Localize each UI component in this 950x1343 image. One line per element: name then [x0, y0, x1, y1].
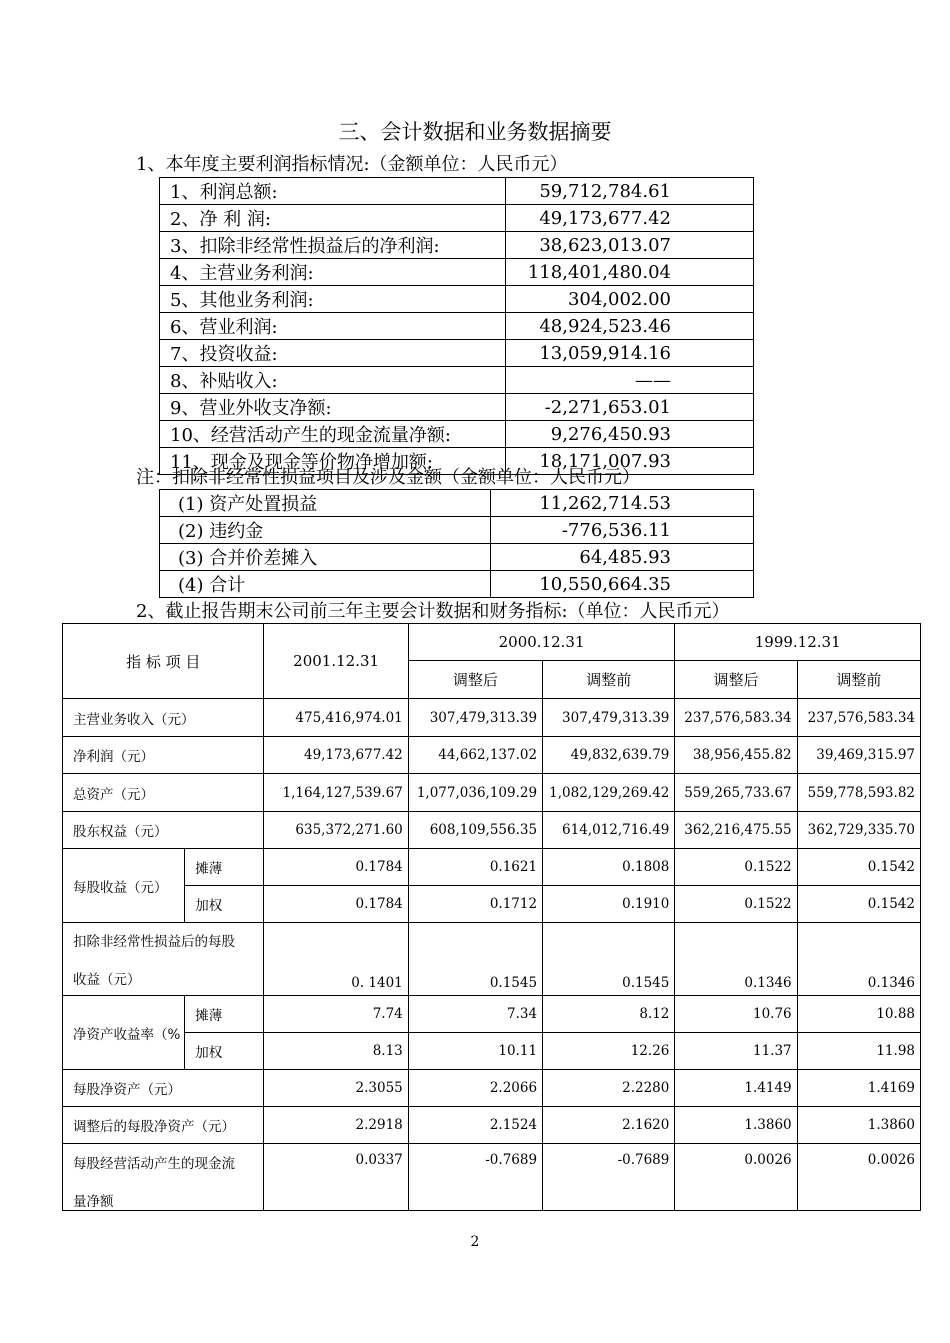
indicator-value: 304,002.00 [506, 286, 754, 313]
table-row [63, 737, 921, 774]
table-row [63, 774, 921, 812]
item-label: (1) 资产处置损益 [160, 490, 491, 517]
indicator-value: 38,623,013.07 [506, 232, 754, 259]
value-cell: 559,265,733.67 [675, 774, 797, 812]
sub-label-diluted: 摊薄 [185, 849, 264, 886]
non-recurring-items-table [159, 489, 754, 598]
table-row [160, 421, 754, 448]
item-value: 11,262,714.53 [491, 490, 754, 517]
indicator-label: 5、其他业务利润: [160, 286, 506, 313]
table-row [63, 886, 921, 923]
item-value: -776,536.11 [491, 517, 754, 544]
indicator-value: 118,401,480.04 [506, 259, 754, 286]
indicator-label: 7、投资收益: [160, 340, 506, 367]
row-label-line2: 收益（元） [73, 972, 141, 988]
table-row [63, 996, 921, 1033]
value-cell: 362,216,475.55 [675, 812, 797, 849]
value-cell: 2.1620 [543, 1107, 675, 1144]
table-row [63, 1144, 921, 1211]
table-row [160, 286, 754, 313]
value-cell: 362,729,335.70 [797, 812, 920, 849]
value-cell: 0.1545 [408, 923, 542, 996]
item-value: 10,550,664.35 [491, 571, 754, 598]
value-cell: 44,662,137.02 [408, 737, 542, 774]
row-label-line2: 量净额 [73, 1194, 114, 1210]
header-2000-adj-before: 调整前 [543, 661, 675, 699]
value-cell: 7.34 [408, 996, 542, 1033]
row-label: 每股收益（元） [63, 849, 185, 923]
value-cell: 38,956,455.82 [675, 737, 797, 774]
indicator-label: 10、经营活动产生的现金流量净额: [160, 421, 506, 448]
section2-heading: 2、截止报告期末公司前三年主要会计数据和财务指标:（单位：人民币元） [136, 601, 730, 622]
table-row [160, 340, 754, 367]
indicator-label: 2、净 利 润: [160, 205, 506, 232]
indicator-label: 8、补贴收入: [160, 367, 506, 394]
value-cell: 2.2280 [543, 1070, 675, 1107]
row-label: 净利润（元） [63, 737, 264, 774]
sub-label-weighted: 加权 [185, 886, 264, 923]
value-cell: 8.13 [264, 1033, 408, 1070]
value-cell: 0.1712 [408, 886, 542, 923]
value-cell: 0.1542 [797, 886, 920, 923]
value-cell: 7.74 [264, 996, 408, 1033]
sub-label-diluted: 摊薄 [185, 996, 264, 1033]
value-cell: 0.1808 [543, 849, 675, 886]
item-value: 64,485.93 [491, 544, 754, 571]
table-row [160, 259, 754, 286]
value-cell: 0.1621 [408, 849, 542, 886]
value-cell: 0.0026 [797, 1144, 920, 1211]
value-cell: 10.88 [797, 996, 920, 1033]
page-title: 三、会计数据和业务数据摘要 [338, 120, 612, 144]
value-cell: 307,479,313.39 [543, 699, 675, 737]
header-1999-adj-before: 调整前 [797, 661, 920, 699]
value-cell: 0.1522 [675, 886, 797, 923]
value-cell: 1.4169 [797, 1070, 920, 1107]
row-label-line1: 每股经营活动产生的现金流 [73, 1156, 235, 1172]
value-cell: 0.1346 [797, 923, 920, 996]
table-row [63, 1070, 921, 1107]
indicator-value: —— [506, 367, 754, 394]
row-label-line1: 扣除非经常性损益后的每股 [73, 934, 235, 950]
indicator-value: -2,271,653.01 [506, 394, 754, 421]
value-cell: 1.3860 [675, 1107, 797, 1144]
row-label: 净资产收益率（% [63, 996, 185, 1070]
value-cell: 11.37 [675, 1033, 797, 1070]
value-cell: 0. 1401 [264, 923, 408, 996]
row-label: 主营业务收入（元） [63, 699, 264, 737]
value-cell: 1.4149 [675, 1070, 797, 1107]
value-cell: 12.26 [543, 1033, 675, 1070]
header-row-years [63, 624, 921, 661]
value-cell: 10.76 [675, 996, 797, 1033]
table-row [160, 178, 754, 205]
table-row [63, 849, 921, 886]
header-2001: 2001.12.31 [264, 624, 408, 699]
indicator-value: 59,712,784.61 [506, 178, 754, 205]
sub-label-weighted: 加权 [185, 1033, 264, 1070]
row-label: 总资产（元） [63, 774, 264, 812]
indicator-label: 6、营业利润: [160, 313, 506, 340]
table-row [160, 313, 754, 340]
value-cell: 11.98 [797, 1033, 920, 1070]
table-row [63, 1033, 921, 1070]
value-cell: 0.1545 [543, 923, 675, 996]
item-label: (2) 违约金 [160, 517, 491, 544]
header-2000-adj-after: 调整后 [408, 661, 542, 699]
row-label: 每股净资产（元） [63, 1070, 264, 1107]
value-cell: 0.1346 [675, 923, 797, 996]
value-cell: 2.2918 [264, 1107, 408, 1144]
indicator-value: 13,059,914.16 [506, 340, 754, 367]
indicator-label: 3、扣除非经常性损益后的净利润: [160, 232, 506, 259]
header-1999-adj-after: 调整后 [675, 661, 797, 699]
value-cell: 559,778,593.82 [797, 774, 920, 812]
value-cell: 0.0026 [675, 1144, 797, 1211]
indicator-label: 4、主营业务利润: [160, 259, 506, 286]
table-row [160, 517, 754, 544]
table-row [160, 490, 754, 517]
indicator-value: 9,276,450.93 [506, 421, 754, 448]
header-item: 指 标 项 目 [63, 624, 264, 699]
indicator-value: 49,173,677.42 [506, 205, 754, 232]
table-row [160, 232, 754, 259]
indicator-label: 1、利润总额: [160, 178, 506, 205]
value-cell: 0.0337 [264, 1144, 408, 1211]
value-cell: 307,479,313.39 [408, 699, 542, 737]
profit-indicators-table [159, 177, 754, 475]
indicator-value: 48,924,523.46 [506, 313, 754, 340]
value-cell: 1,077,036,109.29 [408, 774, 542, 812]
value-cell: 0.1542 [797, 849, 920, 886]
value-cell: 1,164,127,539.67 [264, 774, 408, 812]
table-row [63, 923, 921, 996]
value-cell: 49,832,639.79 [543, 737, 675, 774]
item-label: (3) 合并价差摊入 [160, 544, 491, 571]
page-number: 2 [470, 1234, 480, 1250]
indicator-label: 11、现金及现金等价物净增加额: [160, 448, 506, 475]
table-row [160, 394, 754, 421]
indicator-value: 18,171,007.93 [506, 448, 754, 475]
value-cell: 1.3860 [797, 1107, 920, 1144]
value-cell: 39,469,315.97 [797, 737, 920, 774]
value-cell: 49,173,677.42 [264, 737, 408, 774]
table-row [160, 367, 754, 394]
table-row [160, 544, 754, 571]
value-cell: 1,082,129,269.42 [543, 774, 675, 812]
value-cell: 0.1910 [543, 886, 675, 923]
value-cell: 635,372,271.60 [264, 812, 408, 849]
value-cell: 0.1522 [675, 849, 797, 886]
table-row [63, 699, 921, 737]
table-row [63, 812, 921, 849]
value-cell: 8.12 [543, 996, 675, 1033]
row-label [63, 1144, 264, 1211]
three-year-financial-table [62, 623, 921, 1211]
row-label [63, 923, 264, 996]
value-cell: 2.2066 [408, 1070, 542, 1107]
row-label: 股东权益（元） [63, 812, 264, 849]
value-cell: 0.1784 [264, 849, 408, 886]
value-cell: 237,576,583.34 [797, 699, 920, 737]
value-cell: 10.11 [408, 1033, 542, 1070]
value-cell: 2.1524 [408, 1107, 542, 1144]
value-cell: 237,576,583.34 [675, 699, 797, 737]
note-heading: 注：扣除非经常性损益项目及涉及金额（金额单位：人民币元） [136, 467, 640, 488]
item-label: (4) 合计 [160, 571, 491, 598]
table-row [160, 205, 754, 232]
value-cell: 2.3055 [264, 1070, 408, 1107]
header-2000: 2000.12.31 [408, 624, 675, 661]
value-cell: -0.7689 [408, 1144, 542, 1211]
table-row [160, 571, 754, 598]
value-cell: -0.7689 [543, 1144, 675, 1211]
value-cell: 475,416,974.01 [264, 699, 408, 737]
indicator-label: 9、营业外收支净额: [160, 394, 506, 421]
value-cell: 614,012,716.49 [543, 812, 675, 849]
value-cell: 0.1784 [264, 886, 408, 923]
row-label: 调整后的每股净资产（元） [63, 1107, 264, 1144]
section1-heading: 1、本年度主要利润指标情况:（金额单位：人民币元） [136, 154, 568, 175]
table-row [63, 1107, 921, 1144]
value-cell: 608,109,556.35 [408, 812, 542, 849]
header-1999: 1999.12.31 [675, 624, 921, 661]
